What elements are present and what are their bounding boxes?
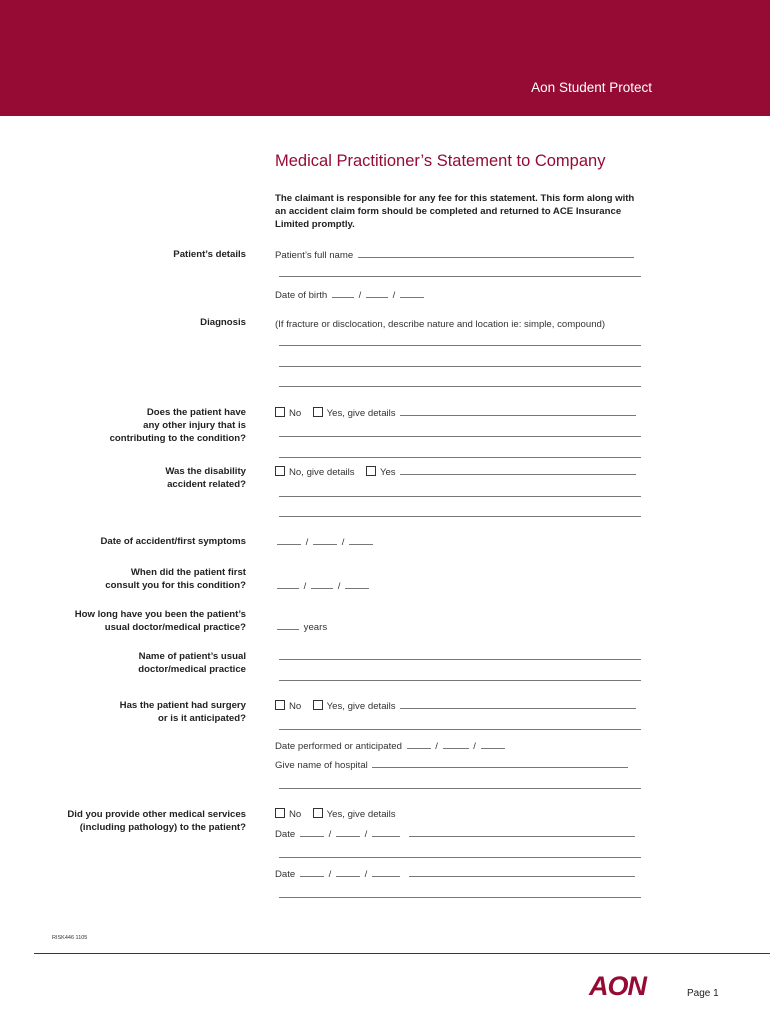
surgery-details-line[interactable]	[279, 729, 641, 730]
diagnosis-field-line[interactable]	[279, 366, 641, 367]
form-title: Medical Practitioner’s Statement to Company	[275, 152, 606, 170]
page-number: Page 1	[687, 988, 719, 999]
label-line: How long have you been the patient’s	[74, 609, 246, 620]
label-line: doctor/medical practice	[138, 664, 246, 675]
how-long-row	[275, 620, 327, 634]
service-day-field[interactable]	[300, 827, 324, 837]
other-injury-details-line[interactable]	[279, 457, 641, 458]
label-line: Has the patient had surgery	[119, 700, 246, 711]
dob-month-field[interactable]	[366, 288, 388, 298]
hospital-row	[275, 758, 630, 772]
hospital-field[interactable]	[372, 758, 628, 768]
date-separator: /	[341, 537, 345, 548]
yes-label: Yes, give details	[326, 408, 396, 419]
footer-divider	[34, 953, 770, 954]
patient-details-label: Patient’s details	[173, 249, 246, 260]
other-injury-yes-checkbox[interactable]	[313, 407, 323, 417]
label-line: Was the disability	[165, 466, 246, 477]
other-injury-row	[275, 406, 638, 420]
other-services-no-checkbox[interactable]	[275, 808, 285, 818]
diagnosis-label: Diagnosis	[200, 317, 246, 328]
full-name-field[interactable]	[358, 248, 634, 258]
date-separator: /	[328, 869, 332, 880]
no-label: No	[289, 408, 302, 419]
aon-logo	[588, 969, 658, 999]
service-date-row	[275, 867, 637, 881]
usual-practice-field-line[interactable]	[279, 659, 641, 660]
accident-date-label: Date of accident/first symptoms	[100, 536, 246, 547]
service-month-field[interactable]	[336, 867, 360, 877]
service-year-field[interactable]	[372, 827, 400, 837]
label-line: Does the patient have	[146, 407, 246, 418]
label-line: any other injury that is	[143, 420, 246, 431]
disability-details-field[interactable]	[400, 465, 636, 475]
dob-label: Date of birth	[275, 290, 328, 301]
other-services-label	[67, 808, 246, 834]
service-day-field[interactable]	[300, 867, 324, 877]
hospital-field-line[interactable]	[279, 788, 641, 789]
disability-label	[165, 465, 246, 491]
first-consult-label	[105, 566, 246, 592]
surgery-row	[275, 699, 638, 713]
date-separator: /	[364, 869, 368, 880]
date-separator: /	[473, 741, 476, 752]
service-month-field[interactable]	[336, 827, 360, 837]
date-separator: /	[337, 581, 341, 592]
service-year-field[interactable]	[372, 867, 400, 877]
dob-year-field[interactable]	[400, 288, 424, 298]
label-line: usual doctor/medical practice?	[104, 622, 246, 633]
header-banner	[0, 0, 770, 116]
yes-label: Yes	[379, 467, 396, 478]
date-separator: /	[364, 829, 368, 840]
label-line: Name of patient’s usual	[138, 651, 246, 662]
how-long-label	[75, 608, 246, 634]
usual-practice-label	[138, 650, 246, 676]
disability-details-line[interactable]	[279, 516, 641, 517]
brand-name: Aon Student Protect	[531, 80, 652, 95]
label-line: Did you provide other medical services	[67, 809, 246, 820]
date-separator: /	[303, 581, 307, 592]
usual-practice-field-line[interactable]	[279, 680, 641, 681]
service-details-line[interactable]	[279, 897, 641, 898]
date-separator: /	[328, 829, 332, 840]
service-details-field[interactable]	[409, 827, 635, 837]
surgery-details-field[interactable]	[400, 699, 636, 709]
label-line: (including pathology) to the patient?	[79, 822, 246, 833]
surgery-day-field[interactable]	[407, 739, 431, 749]
dob-row	[275, 288, 426, 302]
date-separator: /	[358, 290, 362, 301]
diagnosis-field-line[interactable]	[279, 345, 641, 346]
date-separator: /	[305, 537, 309, 548]
accident-date-row	[275, 535, 375, 549]
date-separator: /	[435, 741, 438, 752]
accident-day-field[interactable]	[277, 535, 301, 545]
dob-day-field[interactable]	[332, 288, 354, 298]
years-field[interactable]	[277, 620, 299, 630]
date-performed-label: Date performed or anticipated	[275, 741, 402, 752]
other-services-yes-checkbox[interactable]	[313, 808, 323, 818]
service-details-field[interactable]	[409, 867, 635, 877]
diagnosis-field-line[interactable]	[279, 386, 641, 387]
service-date-row	[275, 827, 637, 841]
label-line: accident related?	[167, 479, 246, 490]
consult-day-field[interactable]	[277, 579, 299, 589]
surgery-yes-checkbox[interactable]	[313, 700, 323, 710]
disability-yes-checkbox[interactable]	[366, 466, 376, 476]
diagnosis-hint: (If fracture or disclocation, describe nature and location ie: simple, compound)	[275, 319, 606, 330]
label-line: consult you for this condition?	[105, 580, 246, 591]
other-injury-no-checkbox[interactable]	[275, 407, 285, 417]
surgery-no-checkbox[interactable]	[275, 700, 285, 710]
surgery-date-row	[275, 739, 507, 753]
first-consult-row	[275, 579, 371, 593]
no-label: No	[289, 809, 302, 820]
years-label: years	[303, 622, 328, 633]
other-injury-label	[110, 406, 246, 445]
service-details-line[interactable]	[279, 857, 641, 858]
other-injury-details-line[interactable]	[279, 436, 641, 437]
disability-details-line[interactable]	[279, 496, 641, 497]
full-name-field-line[interactable]	[279, 276, 641, 277]
date-label: Date	[275, 869, 296, 880]
date-label: Date	[275, 829, 296, 840]
yes-label: Yes, give details	[326, 809, 396, 820]
surgery-label	[120, 699, 246, 725]
label-line: contributing to the condition?	[109, 433, 246, 444]
full-name-label: Patient’s full name	[275, 250, 354, 261]
label-line: or is it anticipated?	[158, 713, 246, 724]
consult-year-field[interactable]	[345, 579, 369, 589]
form-reference: RISK446 1105	[52, 935, 88, 941]
disability-row	[275, 465, 638, 479]
full-name-row	[275, 248, 636, 262]
hospital-label: Give name of hospital	[275, 760, 368, 771]
surgery-month-field[interactable]	[443, 739, 469, 749]
label-line: When did the patient first	[130, 567, 246, 578]
other-injury-details-field[interactable]	[400, 406, 636, 416]
no-label: No	[289, 701, 302, 712]
accident-year-field[interactable]	[349, 535, 373, 545]
form-intro: The claimant is responsible for any fee for this statement. This form along with an accident claim form should be completed and returned to ACE Insurance Limited promptly.	[275, 193, 635, 230]
accident-month-field[interactable]	[313, 535, 337, 545]
date-separator: /	[392, 290, 396, 301]
svg-text:AON: AON	[589, 971, 646, 999]
other-services-row	[275, 808, 396, 821]
disability-no-checkbox[interactable]	[275, 466, 285, 476]
no-label: No, give details	[289, 467, 355, 478]
surgery-year-field[interactable]	[481, 739, 505, 749]
consult-month-field[interactable]	[311, 579, 333, 589]
yes-label: Yes, give details	[326, 701, 396, 712]
